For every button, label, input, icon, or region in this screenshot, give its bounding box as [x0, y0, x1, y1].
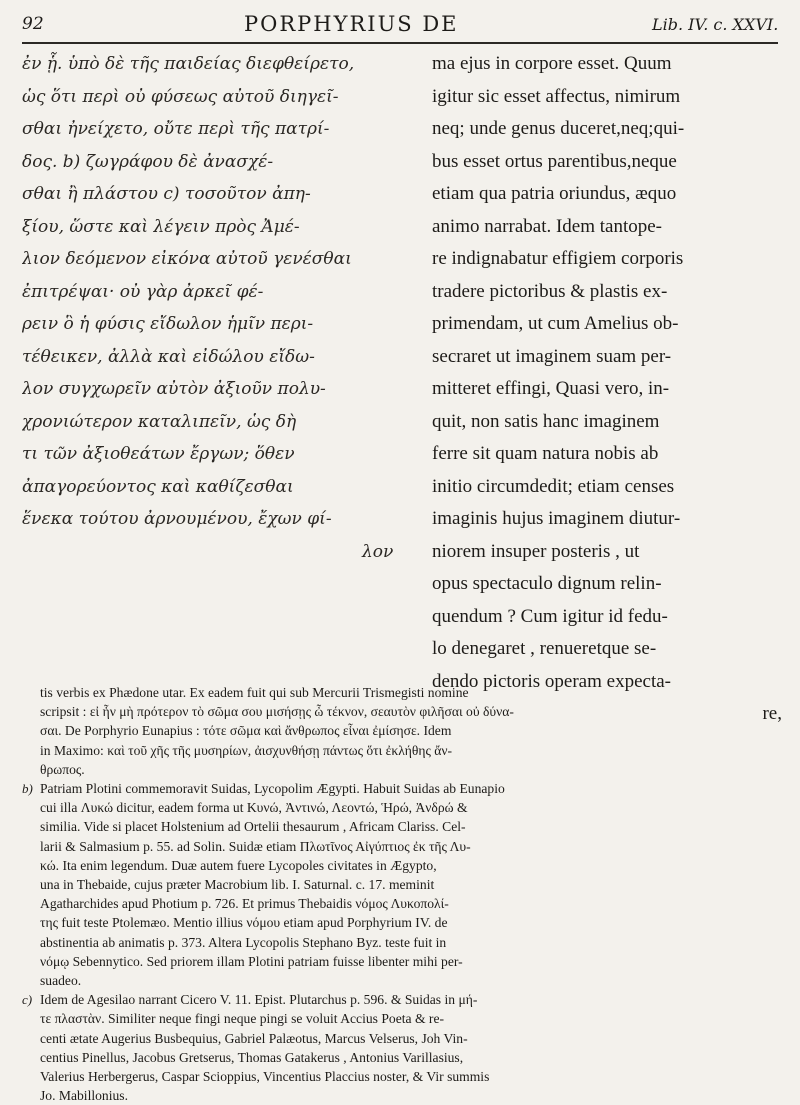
- footnote-line: in Maximo: καὶ τοῦ χῆς τῆς μυσηρίων, ἀισχυνθήσῃ πάντως ὅτι ἐκλήθης ἄν-: [40, 742, 453, 758]
- latin-line: animo narrabat. Idem tantope-: [432, 215, 663, 237]
- footnote-text: [40, 779, 784, 990]
- footnote-line: νόμῳ Sebennytico. Sed priorem illam Plotini patriam fuisse libenter mihi per-: [40, 953, 463, 969]
- greek-line: ἕνεκα τούτου ἀρνουμένου, ἔχων φί-: [22, 509, 332, 529]
- latin-line: quendum ? Cum igitur id fedu-: [432, 605, 668, 627]
- footnote-line: centius Pinellus, Jacobus Gretserus, Thomas Gatakerus , Antonius Varillasius,: [40, 1049, 464, 1065]
- footnote-b: [22, 779, 784, 990]
- footnote-line: θρωπος.: [40, 761, 85, 777]
- latin-line: secraret ut imaginem suam per-: [432, 345, 672, 367]
- footnote-line: una in Thebaide, cujus præter Macrobium lib. I. Saturnal. c. 17. meminit: [40, 877, 435, 893]
- latin-line: initio circumdedit; etiam censes: [432, 475, 675, 497]
- greek-line: λιον δεόμενον εἰκόνα αὐτοῦ γενέσθαι: [22, 249, 352, 269]
- latin-line: bus esset ortus parentibus,neque: [432, 150, 677, 172]
- latin-line: re,: [762, 703, 782, 724]
- footnote-line: tis verbis ex Phædone utar. Ex eadem fuit qui sub Mercurii Trismegisti nomine: [40, 685, 469, 700]
- greek-line: λον συγχωρεῖν αὐτὸν ἀξιοῦν πολυ-: [22, 379, 326, 399]
- greek-line: ὡς ὅτι περὶ οὐ φύσεως αὐτοῦ διηγεῖ-: [22, 86, 339, 107]
- footnotes: [22, 683, 784, 1105]
- latin-line: niorem insuper posteris , ut: [432, 540, 640, 562]
- page-number: 92: [22, 14, 44, 34]
- latin-line: lo denegaret , renueretque se-: [432, 638, 657, 659]
- latin-line: re indignabatur effigiem corporis: [432, 248, 684, 269]
- footnote-marker: c): [22, 992, 33, 1008]
- footnote-line: σαι. De Porphyrio Eunapius : τότε σῶμα καὶ ἄνθρωπος εἶναι ἐμίσησε. Idem: [40, 723, 452, 739]
- footnote-text: [40, 990, 784, 1105]
- footnote-line: similia. Vide si placet Holstenium ad Ortelii thesaurum , Africam Clariss. Cel-: [40, 819, 466, 835]
- footnote-line: scripsit : εἰ ἦν μὴ πρότερον τὸ σῶμα σου μισήσῃς ὦ τέκνον, σεαυτὸν φιλῆσαι οὐ δύνα-: [40, 704, 514, 720]
- footnote-line: abstinentia ab animatis p. 373. Altera Lycopolis Stephano Byz. teste fuit in: [40, 934, 447, 950]
- footnote-marker: b): [22, 781, 33, 797]
- running-title: PORPHYRIUS DE: [244, 12, 459, 36]
- footnote-c: [22, 990, 784, 1105]
- greek-text-column: [22, 48, 407, 568]
- footnote-line: Jo. Mabillonius.: [40, 1088, 128, 1104]
- greek-line: χρονιώτερον καταλιπεῖν, ὡς δὴ: [22, 411, 297, 432]
- latin-line: tradere pictoribus & plastis ex-: [432, 280, 668, 302]
- greek-line: ρειν ὃ ἡ φύσις εἴδωλον ἡμῖν περι-: [22, 314, 314, 334]
- latin-line: opus spectaculo dignum relin-: [432, 573, 662, 594]
- latin-line: imaginis hujus imaginem diutur-: [432, 508, 681, 529]
- latin-line: mitteret effingi, Quasi vero, in-: [432, 378, 670, 399]
- footnote-line: Patriam Plotini commemoravit Suidas, Lycopolim Ægypti. Habuit Suidas ab Eunapio: [40, 781, 505, 797]
- greek-line: λον: [362, 541, 394, 562]
- latin-line: dendo pictoris operam expecta-: [432, 670, 671, 692]
- latin-line: ma ejus in corpore esset. Quum: [432, 53, 672, 74]
- greek-line: σθαι ἢ πλάστου c) τοσοῦτον ἀπη-: [22, 184, 311, 204]
- latin-line: ferre sit quam natura nobis ab: [432, 443, 659, 464]
- latin-line: neq; unde genus duceret,neq;qui-: [432, 118, 685, 139]
- footnote-marker: [22, 683, 40, 779]
- latin-line: quit, non satis hanc imaginem: [432, 410, 660, 432]
- header-rule: [22, 42, 778, 44]
- latin-line: etiam qua patria oriundus, æquo: [432, 183, 677, 204]
- latin-line: primendam, ut cum Amelius ob-: [432, 313, 679, 334]
- footnote-line: Valerius Herbergerus, Caspar Scioppius, Vincentius Placcius noster, & Vir summis: [40, 1069, 490, 1085]
- greek-line: σθαι ἠνείχετο, οὔτε περὶ τῆς πατρί-: [22, 119, 330, 139]
- greek-line: ἐπιτρέψαι· οὐ γὰρ ἀρκεῖ φέ-: [22, 281, 264, 302]
- footnote-line: κώ. Ita enim legendum. Duæ autem fuere Lycopoles civitates in Ægypto,: [40, 857, 437, 873]
- greek-line: τέθεικεν, ἀλλὰ καὶ εἰδώλου εἴδω-: [22, 346, 315, 367]
- greek-line: ἐν ᾗ. ὑπὸ δὲ τῆς παιδείας διεφθείρετο,: [22, 54, 355, 74]
- greek-line: ξίου, ὥστε καὶ λέγειν πρὸς Ἀμέ-: [22, 216, 300, 237]
- footnote-continuation: [22, 683, 784, 779]
- footnote-text: [40, 683, 784, 779]
- running-header: [22, 6, 782, 40]
- greek-line: τι τῶν ἀξιοθεάτων ἔργων; ὅθεν: [22, 444, 295, 464]
- greek-line: ἀπαγορεύοντος καὶ καθίζεσθαι: [22, 476, 294, 497]
- footnote-line: larii & Salmasium p. 55. ad Solin. Suidæ etiam Πλωτῖνος Αἰγύπτιος ἐκ τῆς Λυ-: [40, 838, 471, 854]
- footnote-line: της fuit teste Ptolemæo. Mentio illius νόμου etiam apud Porphyrium IV. de: [40, 915, 448, 931]
- greek-line: δος. b) ζωγράφου δὲ ἀνασχέ-: [22, 151, 274, 172]
- footnote-line: Idem de Agesilao narrant Cicero V. 11. Epist. Plutarchus p. 596. & Suidas in μή-: [40, 992, 478, 1008]
- footnote-line: τε πλαστὰν. Similiter neque fingi neque pingi se voluit Accius Poeta & re-: [40, 1011, 445, 1027]
- latin-text-column: [432, 48, 782, 731]
- footnote-line: cui illa Λυκώ dicitur, eadem forma ut Κυνώ, Ἀντινώ, Λεοντώ, Ἡρώ, Ἀνδρώ &: [40, 800, 468, 816]
- latin-line: igitur sic esset affectus, nimirum: [432, 85, 681, 107]
- footnote-line: suadeo.: [40, 973, 82, 989]
- footnote-line: centi ætate Augerius Busbequius, Gabriel Palæotus, Marcus Velserus, Joh Vin-: [40, 1030, 468, 1046]
- book-chapter-reference: Lib. IV. c. XXVI.: [652, 15, 779, 34]
- footnote-line: Agatharchides apud Photium p. 726. Et primus Thebaidis νόμος Λυκοπολί-: [40, 896, 449, 912]
